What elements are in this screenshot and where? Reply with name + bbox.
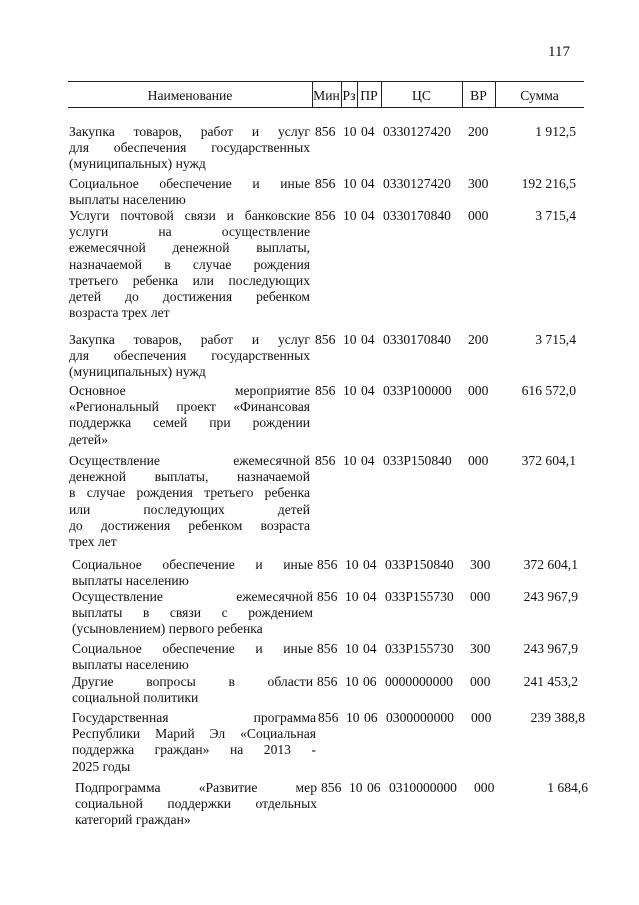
row-cs: 0330170840	[383, 208, 451, 223]
row-name	[75, 780, 317, 829]
row-vr: 000	[471, 710, 492, 725]
row-name-line: Осуществление ежемесячной	[72, 589, 313, 604]
row-cs: 033P155730	[385, 589, 454, 604]
row-name-line: Закупка товаров, работ и услуг	[69, 124, 310, 139]
row-name-line: Основное мероприятие	[69, 383, 310, 398]
row-name-line: или последующих детей	[69, 501, 310, 517]
row-sum: 1 912,5	[535, 124, 576, 139]
row-pr: 04	[361, 176, 375, 191]
row-pr: 06	[367, 780, 381, 795]
header-cs: ЦС	[412, 88, 431, 103]
row-name-line: для обеспечения государственных	[69, 140, 310, 156]
row-cs: 0330127420	[383, 124, 451, 139]
row-name-line: выплаты населению	[69, 192, 186, 208]
row-min: 856	[321, 780, 342, 795]
row-sum: 616 572,0	[521, 383, 576, 398]
row-name-line: Республики Марий Эл «Социальная	[72, 726, 316, 742]
row-pr: 06	[363, 674, 377, 689]
row-name	[72, 557, 313, 589]
row-sum: 372 604,1	[521, 453, 576, 468]
row-rz: 10	[349, 780, 363, 795]
row-vr: 200	[468, 332, 489, 347]
row-name	[72, 641, 313, 673]
row-name-line: Осуществление ежемесячной	[69, 453, 310, 468]
row-name-line: Закупка товаров, работ и услуг	[69, 332, 310, 347]
row-min: 856	[317, 557, 338, 572]
row-sum: 239 388,8	[530, 710, 585, 725]
row-cs: 033P150840	[383, 453, 452, 468]
row-vr: 200	[468, 124, 489, 139]
row-name-line: «Региональный проект «Финансовая	[69, 399, 310, 415]
row-sum: 241 453,2	[523, 674, 578, 689]
row-name-line: до достижения ребенком возраста	[69, 517, 310, 533]
row-cs: 0300000000	[386, 710, 454, 725]
row-name-line: Другие вопросы в области	[72, 674, 313, 689]
row-vr: 000	[468, 208, 489, 223]
row-rz: 10	[345, 641, 359, 656]
row-min: 856	[317, 641, 338, 656]
row-name	[69, 208, 310, 321]
row-name-line: 2025 годы	[72, 758, 131, 774]
header-name: Наименование	[147, 88, 233, 103]
row-name	[69, 124, 310, 173]
row-name	[69, 453, 310, 550]
row-name-line: выплаты в связи с рождением	[72, 605, 313, 621]
row-pr: 04	[361, 453, 375, 468]
row-name-line: Подпрограмма «Развитие мер	[75, 780, 317, 795]
row-name-line: (муниципальных) нужд	[69, 156, 206, 172]
row-vr: 000	[468, 383, 489, 398]
row-rz: 10	[343, 176, 357, 191]
row-pr: 04	[363, 641, 377, 656]
row-rz: 10	[343, 453, 357, 468]
row-pr: 04	[361, 332, 375, 347]
row-name-line: Социальное обеспечение и иные	[72, 557, 313, 572]
row-rz: 10	[345, 674, 359, 689]
row-vr: 300	[468, 176, 489, 191]
row-name-line: поддержка семей при рождении	[69, 415, 310, 431]
row-pr: 04	[363, 589, 377, 604]
row-name-line: в случае рождения третьего ребенка	[69, 485, 310, 501]
row-cs: 033P155730	[385, 641, 454, 656]
row-pr: 04	[361, 124, 375, 139]
row-name-line: ежемесячной денежной выплаты,	[69, 240, 310, 256]
row-name-line: поддержка граждан» на 2013 -	[72, 742, 316, 758]
row-min: 856	[315, 453, 336, 468]
header-rz: Рз	[342, 88, 356, 103]
row-rz: 10	[343, 124, 357, 139]
row-name	[72, 710, 316, 775]
row-rz: 10	[343, 383, 357, 398]
row-pr: 04	[363, 557, 377, 572]
row-min: 856	[315, 176, 336, 191]
row-name-line: выплаты населению	[72, 573, 189, 589]
row-sum: 192 216,5	[521, 176, 576, 191]
row-min: 856	[317, 674, 338, 689]
row-rz: 10	[345, 557, 359, 572]
row-name-line: третьего ребенка или последующих	[69, 272, 310, 288]
row-pr: 06	[364, 710, 378, 725]
header-top-rule	[68, 81, 584, 82]
row-pr: 04	[361, 208, 375, 223]
row-name-line: детей»	[69, 431, 108, 447]
row-cs: 033P100000	[383, 383, 452, 398]
row-vr: 000	[474, 780, 495, 795]
row-name-line: для обеспечения государственных	[69, 348, 310, 364]
row-rz: 10	[343, 332, 357, 347]
row-name-line: трех лет	[69, 533, 117, 549]
row-sum: 1 684,6	[547, 780, 588, 795]
row-name-line: денежной выплаты, назначаемой	[69, 469, 310, 485]
row-rz: 10	[343, 208, 357, 223]
row-vr: 000	[470, 674, 491, 689]
row-name	[72, 674, 313, 706]
row-name-line: (муниципальных) нужд	[69, 364, 206, 380]
row-name-line: услуги на осуществление	[69, 224, 310, 240]
row-cs: 0330170840	[383, 332, 451, 347]
row-sum: 3 715,4	[535, 208, 576, 223]
row-sum: 243 967,9	[523, 589, 578, 604]
row-sum: 3 715,4	[535, 332, 576, 347]
row-name-line: Социальное обеспечение и иные	[69, 176, 310, 191]
row-rz: 10	[345, 589, 359, 604]
row-name-line: категорий граждан»	[75, 812, 191, 828]
header-vr: ВР	[470, 88, 487, 103]
row-min: 856	[318, 710, 339, 725]
row-pr: 04	[361, 383, 375, 398]
row-min: 856	[315, 332, 336, 347]
row-name-line: выплаты населению	[72, 657, 189, 673]
header-pr: ПР	[360, 88, 378, 103]
row-cs: 0000000000	[385, 674, 453, 689]
row-name	[72, 589, 313, 638]
row-vr: 000	[470, 589, 491, 604]
row-name-line: Государственная программа	[72, 710, 316, 725]
row-min: 856	[317, 589, 338, 604]
row-min: 856	[315, 383, 336, 398]
row-vr: 000	[468, 453, 489, 468]
header-bottom-rule	[68, 107, 584, 108]
row-name-line: возраста трех лет	[69, 305, 170, 321]
header-sum: Сумма	[520, 88, 559, 103]
row-cs: 0330127420	[383, 176, 451, 191]
row-sum: 243 967,9	[523, 641, 578, 656]
row-name-line: (усыновлением) первого ребенка	[72, 621, 263, 637]
row-name-line: социальной политики	[72, 690, 199, 706]
row-name	[69, 383, 310, 448]
row-name-line: Услуги почтовой связи и банковские	[69, 208, 310, 223]
row-min: 856	[315, 124, 336, 139]
row-name-line: назначаемой в случае рождения	[69, 256, 310, 272]
row-rz: 10	[346, 710, 360, 725]
header-min: Мин	[313, 88, 340, 103]
row-name	[69, 176, 310, 208]
row-sum: 372 604,1	[523, 557, 578, 572]
row-cs: 0310000000	[389, 780, 457, 795]
row-min: 856	[315, 208, 336, 223]
row-name	[69, 332, 310, 381]
row-cs: 033P150840	[385, 557, 454, 572]
row-name-line: детей до достижения ребенком	[69, 288, 310, 304]
row-name-line: социальной поддержки отдельных	[75, 796, 317, 812]
page-number: 117	[548, 44, 570, 60]
row-vr: 300	[470, 641, 491, 656]
row-vr: 300	[470, 557, 491, 572]
row-name-line: Социальное обеспечение и иные	[72, 641, 313, 656]
